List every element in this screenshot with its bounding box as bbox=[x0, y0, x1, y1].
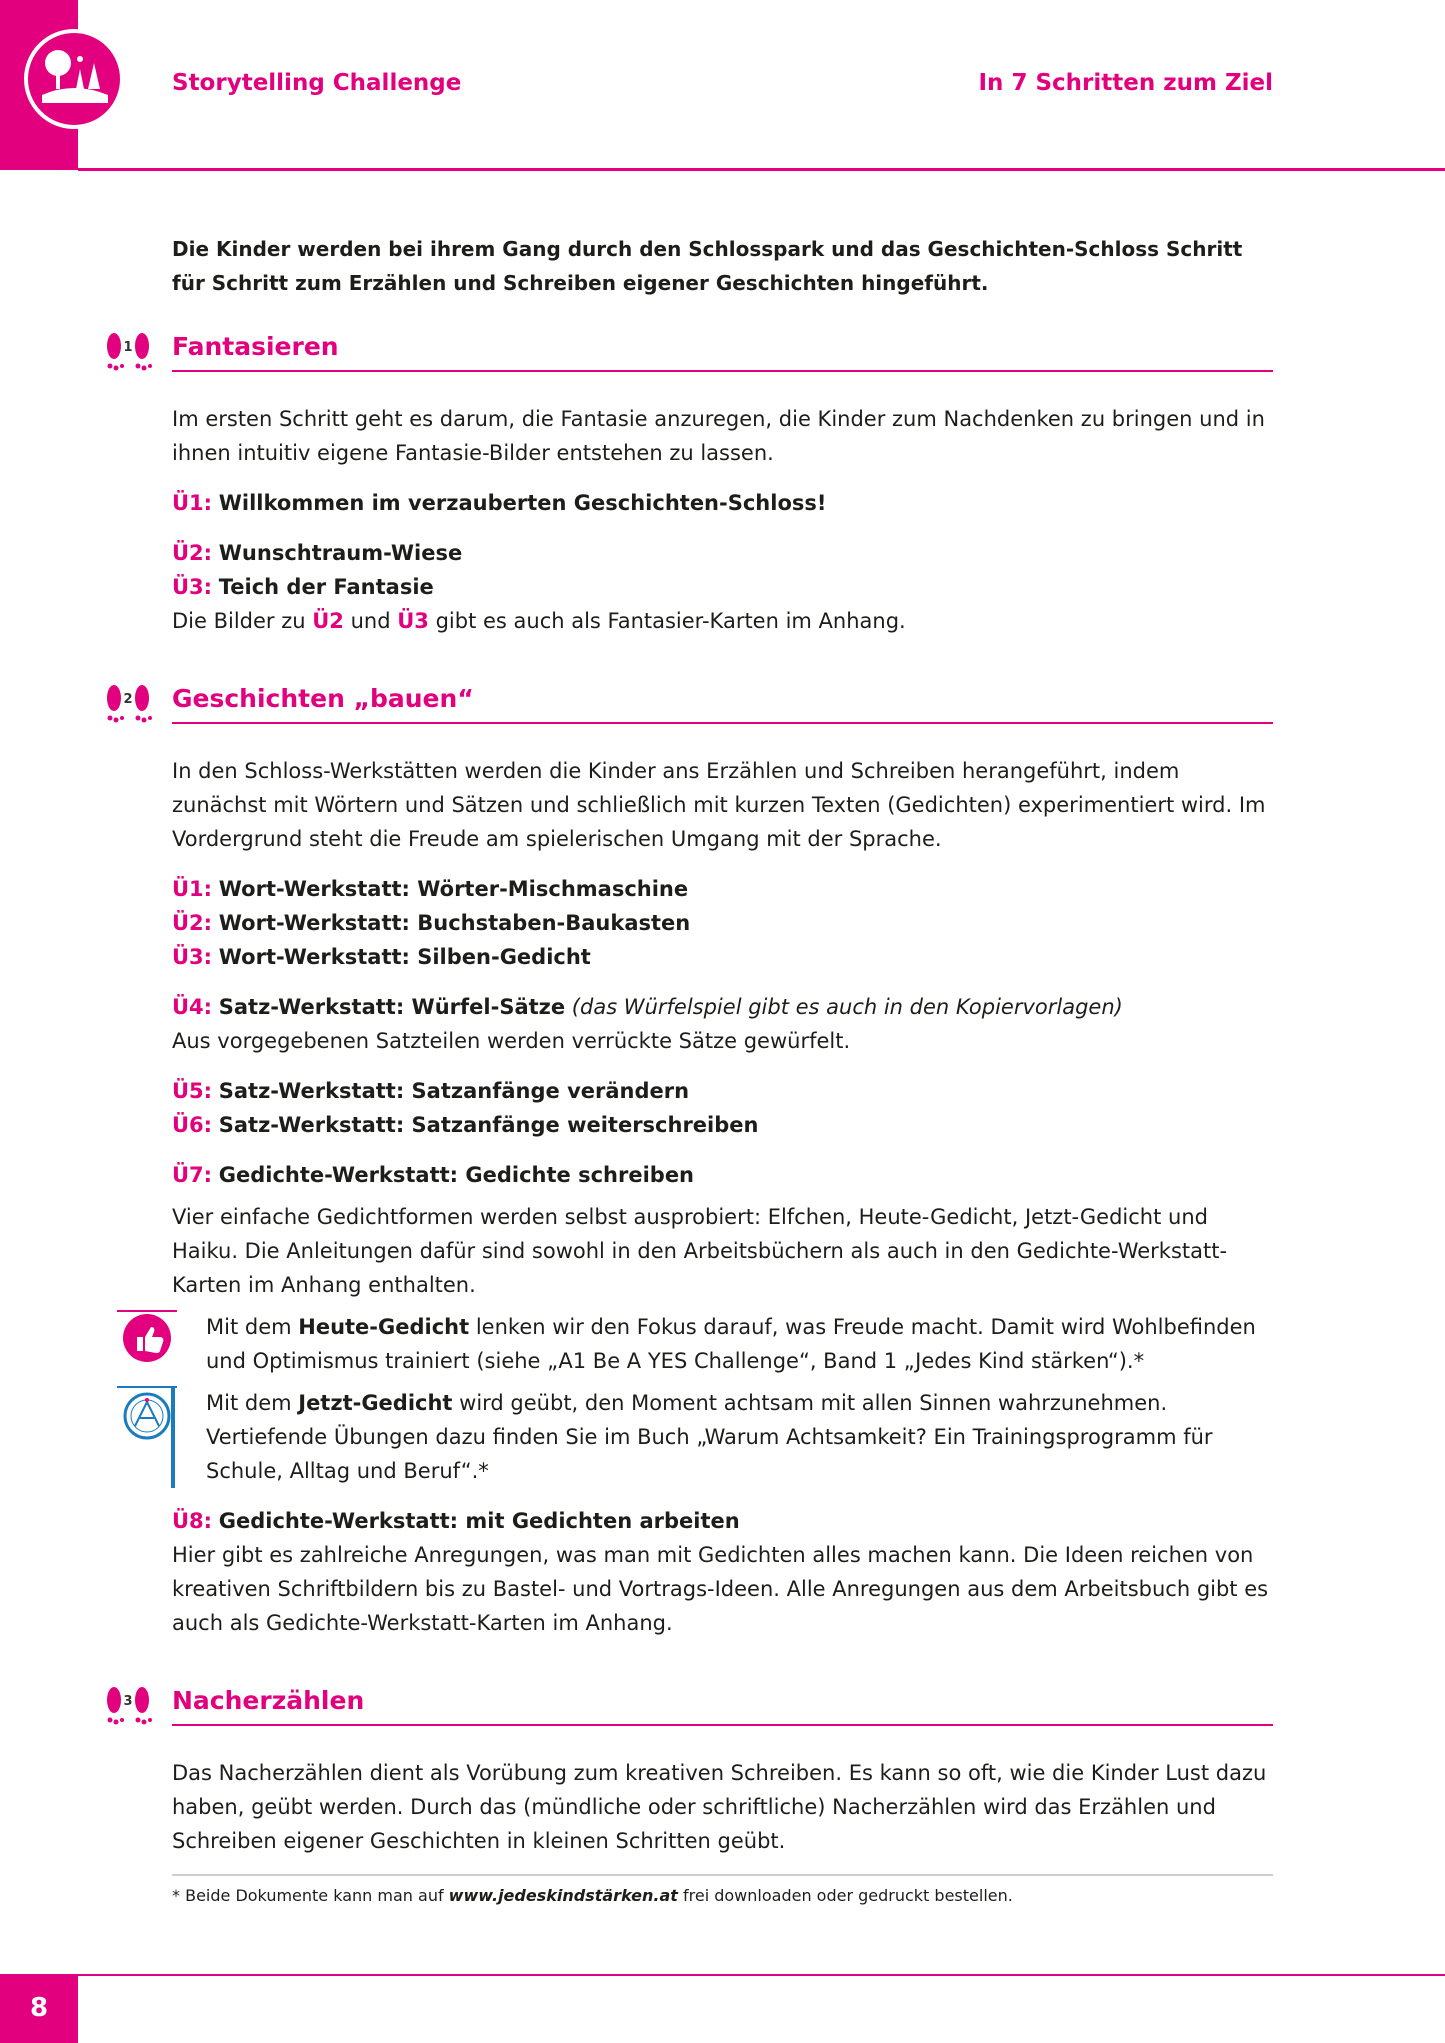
section-1-heading bbox=[123, 328, 1273, 372]
exercise-item: Ü4: Satz-Werkstatt: Würfel-Sätze (das Würfelspiel gibt es auch in den Kopiervorlagen) bbox=[172, 995, 1123, 1019]
exercise-description: Hier gibt es zahlreiche Anregungen, was man mit Gedichten alles machen kann. Die Ideen reichen von kreativen Schriftbildern bis zu Bastel- und Vortrags-Ideen. Alle Anregungen aus dem Arbeitsbuch gibt es auch als Gedichte-Werkstatt-Karten im Anhang. bbox=[172, 1543, 1269, 1635]
exercise-item: Ü3: Wort-Werkstatt: Silben-Gedicht bbox=[172, 945, 591, 969]
exercise-item: Ü3: Teich der Fantasie bbox=[172, 575, 434, 599]
section-2-heading bbox=[123, 680, 1273, 724]
exercise-item: Ü1: Wort-Werkstatt: Wörter-Mischmaschine bbox=[172, 877, 689, 901]
footprints-icon bbox=[100, 326, 160, 376]
exercise-description: Vier einfache Gedichtformen werden selbst ausprobiert: Elfchen, Heute-Gedicht, Jetzt-Gedicht und Haiku. Die Anleitungen dafür sind sowohl in den Arbeitsbüchern als auch in den Gedichte-Werkstatt-Karten im Anhang enthalten. bbox=[172, 1205, 1228, 1297]
header-title: Storytelling Challenge bbox=[172, 70, 462, 96]
header-divider bbox=[78, 168, 1445, 171]
exercise-item: Ü8: Gedichte-Werkstatt: mit Gedichten arbeiten bbox=[172, 1509, 740, 1533]
section-title: Geschichten „bauen“ bbox=[172, 684, 474, 713]
exercise-description: Aus vorgegebenen Satzteilen werden verrückte Sätze gewürfelt. bbox=[172, 1029, 851, 1053]
callout-heute-gedicht: Mit dem Heute-Gedicht lenken wir den Fokus darauf, was Freude macht. Damit wird Wohlbefinden und Optimismus trainiert (siehe „A1 Be A YES Challenge“, Band 1 „Jedes Kind stärken“).* bbox=[172, 1310, 1273, 1378]
section-3-text: Das Nacherzählen dient als Vorübung zum kreativen Schreiben. Es kann so oft, wie die Kinder Lust dazu haben, geübt werden. Durch das (mündliche oder schriftliche) Nacherzählen wird das Erzählen und Schreiben eigener Geschichten in kleinen Schritten geübt. bbox=[172, 1761, 1267, 1853]
header-subtitle: In 7 Schritten zum Ziel bbox=[978, 70, 1273, 96]
exercise-item: Ü5: Satz-Werkstatt: Satzanfänge verändern bbox=[172, 1079, 690, 1103]
thumbs-up-icon bbox=[117, 1310, 189, 1368]
footer-divider bbox=[78, 1974, 1445, 1976]
step-number: 2 bbox=[123, 692, 133, 707]
step-number: 3 bbox=[123, 1694, 133, 1709]
main-content bbox=[123, 232, 1273, 1908]
logo-icon bbox=[24, 29, 124, 129]
footprints-icon bbox=[100, 1680, 160, 1730]
exercise-item: Ü6: Satz-Werkstatt: Satzanfänge weiterschreiben bbox=[172, 1113, 759, 1137]
exercise-item: Ü2: Wort-Werkstatt: Buchstaben-Baukasten bbox=[172, 911, 691, 935]
step-number: 1 bbox=[123, 340, 133, 355]
intro-text: Die Kinder werden bei ihrem Gang durch den Schlosspark und das Geschichten-Schloss Schritt für Schritt zum Erzählen und Schreiben eigener Geschichten hingeführt. bbox=[172, 237, 1243, 295]
footnote: * Beide Dokumente kann man auf www.jedeskindstärken.at frei downloaden oder gedruckt bestellen. bbox=[172, 1874, 1273, 1908]
exercise-item: Ü1: Willkommen im verzauberten Geschichten-Schloss! bbox=[172, 491, 827, 515]
footnote-link[interactable]: www.jedeskindstärken.at bbox=[448, 1886, 678, 1905]
section-title: Nacherzählen bbox=[172, 1686, 365, 1715]
section-1-note: Die Bilder zu Ü2 und Ü3 gibt es auch als Fantasier-Karten im Anhang. bbox=[172, 609, 906, 633]
footprints-icon bbox=[100, 678, 160, 728]
callout-jetzt-gedicht: Mit dem Jetzt-Gedicht wird geübt, den Moment achtsam mit allen Sinnen wahrzunehmen. Vertiefende Übungen dazu finden Sie im Buch „Warum Achtsamkeit? Ein Trainingsprogramm für Schule, Alltag und Beruf“.* bbox=[172, 1386, 1273, 1488]
section-title: Fantasieren bbox=[172, 332, 339, 361]
section-1-text: Im ersten Schritt geht es darum, die Fantasie anzuregen, die Kinder zum Nachdenken zu bringen und in ihnen intuitiv eigene Fantasie-Bilder entstehen zu lassen. bbox=[172, 407, 1265, 465]
section-2-text: In den Schloss-Werkstätten werden die Kinder ans Erzählen und Schreiben herangeführt, indem zunächst mit Wörtern und Sätzen und schließlich mit kurzen Texten (Gedichten) experimentiert wird. Im Vordergrund steht die Freude am spielerischen Umgang mit der Sprache. bbox=[172, 759, 1266, 851]
exercise-item: Ü2: Wunschtraum-Wiese bbox=[172, 541, 463, 565]
mindfulness-icon bbox=[117, 1386, 189, 1488]
page-number: 8 bbox=[0, 1974, 78, 2043]
section-3-heading bbox=[123, 1682, 1273, 1726]
exercise-item: Ü7: Gedichte-Werkstatt: Gedichte schreiben bbox=[172, 1163, 695, 1187]
